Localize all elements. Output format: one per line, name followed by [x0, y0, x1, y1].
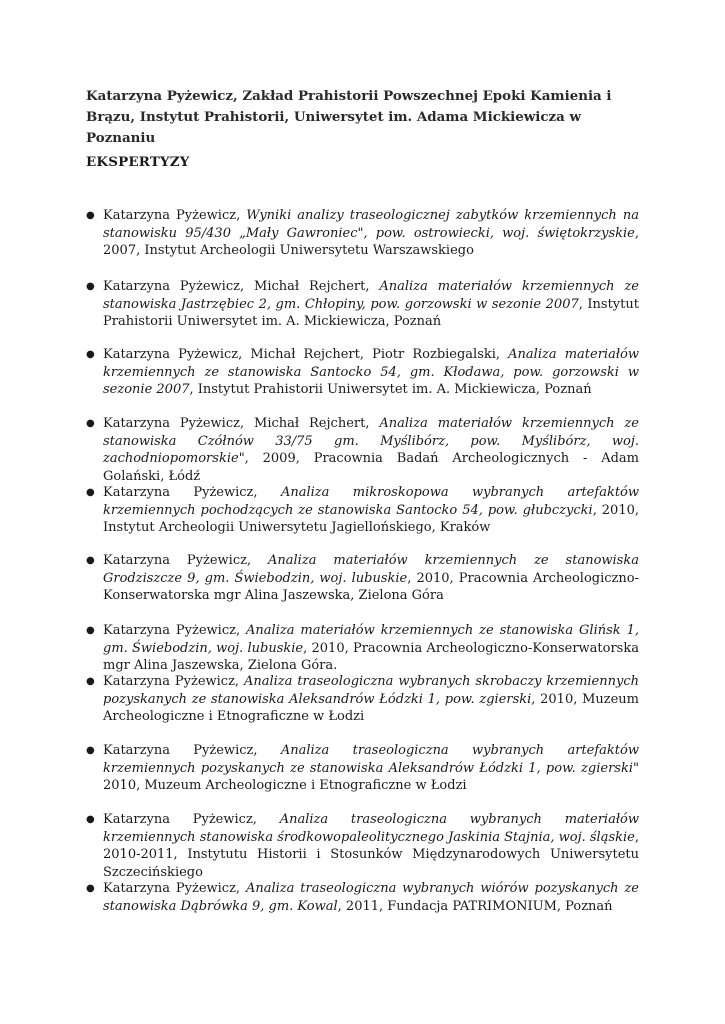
- entry-details: ", 2009, Pracownia Badań Archeologicznych - Adam Golański, Łódź: [103, 451, 639, 484]
- list-item: [86, 207, 639, 260]
- entry-title: Analiza traseologiczna wybranych wiórów pozyskanych ze stanowiska Dąbrówka 9, gm. Kowal: [103, 881, 639, 914]
- list-item: [86, 811, 639, 881]
- list-item: [86, 622, 639, 675]
- entry-authors: Katarzyna Pyżewicz,: [103, 553, 269, 568]
- list-item: [86, 278, 639, 331]
- list-item: [86, 880, 639, 915]
- document-header: [86, 86, 646, 149]
- entry-title: Analiza traseologiczna wybranych artefaktów krzemiennych pozyskanych ze stanowiska Aleksandrów Łódzki 1, pow. zgierski: [103, 743, 639, 776]
- entry-details: , Instytut Prahistorii Uniwersytet im. A. Mickiewicza, Poznań: [189, 382, 592, 398]
- header-affiliation: Prahistorii Powszechnej Epoki Kamienia i Brązu, Instytut Prahistorii, Uniwersytet im. Adama Mickiewicza w Poznaniu: [86, 88, 612, 146]
- entry-title: Analiza traseologiczna wybranych materiałów krzemiennych stanowiska środkowopaleolitycznego Jaskinia Stajnia, woj. śląskie: [103, 812, 639, 845]
- entry-details: , 2010, Pracownia Archeologiczno-Konserwatorska mgr Alina Jaszewska, Zielona Góra.: [103, 640, 639, 674]
- bullet-icon: ●: [86, 487, 95, 498]
- entry-title: Wyniki analizy traseologicznej zabytków krzemiennych na stanowisku 95/430 „Mały Gawroniec", pow. ostrowiecki, woj. świętokrzyskie: [103, 208, 639, 241]
- bullet-icon: ●: [86, 883, 95, 894]
- bullet-icon: ●: [86, 676, 95, 687]
- entry-authors: Katarzyna Pyżewicz,: [103, 208, 247, 223]
- entry-details: , Instytut Prahistorii Uniwersytet im. A. Mickiewicza, Poznań: [103, 296, 639, 330]
- entry-title: Analiza materiałów krzemiennych ze stanowiska Grodziszcze 9, gm. Świebodzin, woj. lubuskie: [103, 553, 639, 586]
- bullet-icon: ●: [86, 745, 95, 756]
- bullet-icon: ●: [86, 418, 95, 429]
- header-author: Katarzyna Pyżewicz, Zakład: [86, 88, 294, 104]
- bullet-icon: ●: [86, 625, 95, 636]
- entry-authors: Katarzyna Pyżewicz,: [103, 623, 247, 638]
- list-item: [86, 673, 639, 726]
- entry-title: Analiza mikroskopowa wybranych artefaktów krzemiennych pochodzących ze stanowiska Santocko 54, pow. głubczycki: [103, 485, 639, 518]
- entry-details: , 2007, Instytut Archeologii Uniwersytetu Warszawskiego: [103, 225, 639, 259]
- entry-title: Analiza materiałów krzemiennych ze stanowiska Santocko 54, gm. Kłodawa, pow. gorzowski w sezonie 2007: [103, 347, 639, 398]
- bullet-icon: ●: [86, 814, 95, 825]
- entry-title: Analiza traseologiczna wybranych skrobaczy krzemiennych pozyskanych ze stanowiska Aleksandrów Łódzki 1, pow. zgierski: [103, 674, 639, 707]
- entry-title: Analiza materiałów krzemiennych ze stanowiska Czółnów 33/75 gm. Myślibórz, pow. Myślibórz, woj. zachodniopomorskie: [103, 416, 639, 467]
- list-item: [86, 552, 639, 605]
- entry-authors: Katarzyna Pyżewicz, Michał Rejchert, Piotr Rozbiegalski,: [103, 347, 509, 362]
- entry-details: , 2011, Fundacja PATRIMONIUM, Poznań: [337, 898, 613, 914]
- entry-details: , 2010, Instytut Archeologii Uniwersytetu Jagiellońskiego, Kraków: [103, 502, 639, 536]
- list-item: [86, 346, 639, 399]
- entry-details: , 2010-2011, Instytutu Historii i Stosunków Międzynarodowych Uniwersytetu Szczecińskiego: [103, 829, 639, 880]
- entry-authors: Katarzyna Pyżewicz,: [103, 881, 246, 896]
- bullet-icon: ●: [86, 555, 95, 566]
- entry-authors: Katarzyna Pyżewicz,: [103, 485, 281, 500]
- entry-authors: Katarzyna Pyżewicz,: [103, 743, 281, 758]
- entry-details: , 2010, Pracownia Archeologiczno-Konserwatorska mgr Alina Jaszewska, Zielona Góra: [103, 570, 639, 604]
- entry-details: , 2010, Muzeum Archeologiczne i Etnograficzne w Łodzi: [103, 691, 639, 725]
- entry-authors: Katarzyna Pyżewicz, Michał Rejchert,: [103, 416, 380, 431]
- list-item: [86, 742, 639, 795]
- bullet-icon: ●: [86, 210, 95, 221]
- section-title: EKSPERTYZY: [86, 154, 190, 170]
- entry-details: " 2010, Muzeum Archeologiczne i Etnograficzne w Łodzi: [103, 760, 639, 794]
- entry-title: Analiza materiałów krzemiennych ze stanowiska Jastrzębiec 2, gm. Chłopiny, pow. gorzowski w sezonie 2007: [103, 279, 639, 312]
- entry-authors: Katarzyna Pyżewicz,: [103, 812, 280, 827]
- entry-authors: Katarzyna Pyżewicz, Michał Rejchert,: [103, 279, 380, 294]
- bullet-icon: ●: [86, 281, 95, 292]
- list-item: [86, 484, 639, 537]
- list-item: [86, 415, 639, 485]
- entry-title: Analiza materiałów krzemiennych ze stanowiska Glińsk 1, gm. Świebodzin, woj. lubuskie: [103, 623, 639, 656]
- entry-authors: Katarzyna Pyżewicz,: [103, 674, 244, 689]
- bullet-icon: ●: [86, 349, 95, 360]
